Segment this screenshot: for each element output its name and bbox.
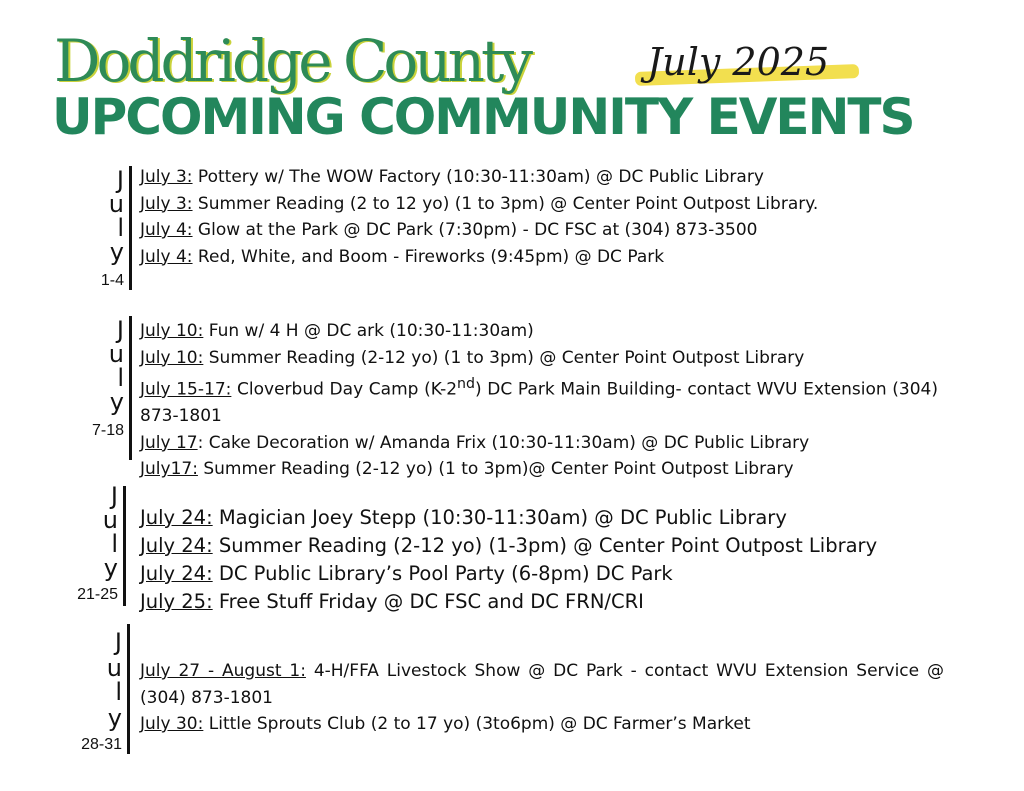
event-item	[140, 588, 950, 616]
event-list	[140, 164, 950, 270]
event-date: July 24:	[140, 562, 213, 585]
event-item	[140, 532, 950, 560]
headline: UPCOMING COMMUNITY EVENTS	[52, 88, 914, 146]
event-item	[140, 658, 944, 711]
month-letter: l	[117, 214, 124, 242]
date-range: 7-18	[91, 422, 124, 439]
event-date: July 24:	[140, 534, 213, 557]
month-letter: y	[103, 554, 118, 582]
month-letter: u	[108, 340, 124, 368]
event-text: Fun w/ 4 H @ DC ark (10:30-11:30am)	[203, 321, 534, 341]
month-letter: u	[102, 506, 118, 534]
event-text: 4-H/FFA Livestock Show @ DC Park - contact WVU Extension Service @ (304) 873-1801	[140, 661, 944, 708]
event-text: Free Stuff Friday @ DC FSC and DC FRN/CRI	[212, 590, 644, 613]
month-letter: l	[111, 530, 118, 558]
event-text: Magician Joey Stepp (10:30-11:30am) @ DC Public Library	[212, 506, 787, 529]
event-item	[140, 164, 950, 191]
event-text: Summer Reading (2 to 12 yo) (1 to 3pm) @ Center Point Outpost Library.	[192, 193, 819, 214]
event-text: Glow at the Park @ DC Park (7:30pm) - DC FSC at (304) 873-3500	[192, 220, 758, 240]
event-date: July 27 - August 1:	[140, 661, 306, 681]
month-letter: J	[114, 628, 122, 656]
event-list	[140, 318, 938, 483]
date-range: 28-31	[81, 736, 122, 753]
month-letter: u	[108, 190, 124, 218]
event-date: July 3:	[140, 167, 193, 187]
event-text: Summer Reading (2-12 yo) (1 to 3pm)@ Center Point Outpost Library	[197, 459, 794, 480]
event-date: July 10:	[140, 321, 204, 341]
event-date: July 4:	[140, 220, 193, 240]
event-text: ) DC Park Main Building- contact WVU Extension (304) 873-1801	[140, 379, 938, 427]
event-text: DC Public Library’s Pool Party (6-8pm) DC Park	[212, 562, 673, 585]
section-sidebar	[76, 484, 126, 608]
month-letter: J	[116, 166, 124, 194]
section-sidebar	[82, 166, 132, 296]
event-item	[140, 430, 938, 457]
divider-line	[129, 316, 132, 460]
event-text: Pottery w/ The WOW Factory (10:30-11:30am) @ DC Public Library	[192, 167, 764, 187]
event-list	[140, 504, 950, 616]
event-item	[140, 345, 938, 372]
event-date: July 10:	[140, 347, 204, 368]
month-title: July 2025	[647, 40, 830, 84]
month-letter: u	[106, 654, 122, 682]
event-date: July 4:	[140, 246, 193, 267]
month-letter: J	[110, 482, 118, 510]
month-letter: y	[109, 238, 124, 266]
event-item	[140, 217, 950, 244]
event-text: Red, White, and Boom - Fireworks (9:45pm) @ DC Park	[192, 246, 665, 267]
event-item	[140, 711, 944, 738]
divider-line	[127, 624, 130, 754]
date-range: 1-4	[100, 272, 124, 289]
event-date: July 17	[140, 432, 198, 453]
event-item	[140, 560, 950, 588]
event-item	[140, 191, 950, 218]
event-text: Cloverbud Day Camp (K-2	[231, 379, 458, 400]
event-date: July 15-17:	[140, 379, 232, 400]
month-letter: l	[115, 678, 122, 706]
event-date: July 25:	[140, 590, 213, 613]
event-date: July17:	[140, 459, 198, 480]
event-item	[140, 371, 938, 430]
divider-line	[123, 486, 126, 606]
section-sidebar	[82, 312, 132, 462]
month-letter: y	[109, 388, 124, 416]
divider-line	[129, 166, 132, 290]
event-date: July 24:	[140, 506, 213, 529]
event-item	[140, 244, 950, 271]
event-item	[140, 504, 950, 532]
event-text: Summer Reading (2-12 yo) (1-3pm) @ Center Point Outpost Library	[212, 534, 878, 557]
event-date: July 30:	[140, 714, 204, 734]
event-text: Little Sprouts Club (2 to 17 yo) (3to6pm) @ DC Farmer’s Market	[203, 714, 751, 734]
event-item	[140, 456, 938, 483]
event-list	[140, 658, 944, 738]
event-text: Summer Reading (2-12 yo) (1 to 3pm) @ Center Point Outpost Library	[203, 347, 805, 368]
event-date: July 3:	[140, 193, 193, 214]
month-letter: y	[107, 704, 122, 732]
section-sidebar	[80, 624, 130, 758]
event-text: : Cake Decoration w/ Amanda Frix (10:30-11:30am) @ DC Public Library	[197, 432, 810, 453]
month-letter: J	[116, 316, 124, 344]
month-letter: l	[117, 364, 124, 392]
event-item	[140, 318, 938, 345]
event-superscript: nd	[457, 376, 476, 392]
county-name: Doddridge County	[54, 27, 530, 95]
date-range: 21-25	[77, 586, 118, 603]
